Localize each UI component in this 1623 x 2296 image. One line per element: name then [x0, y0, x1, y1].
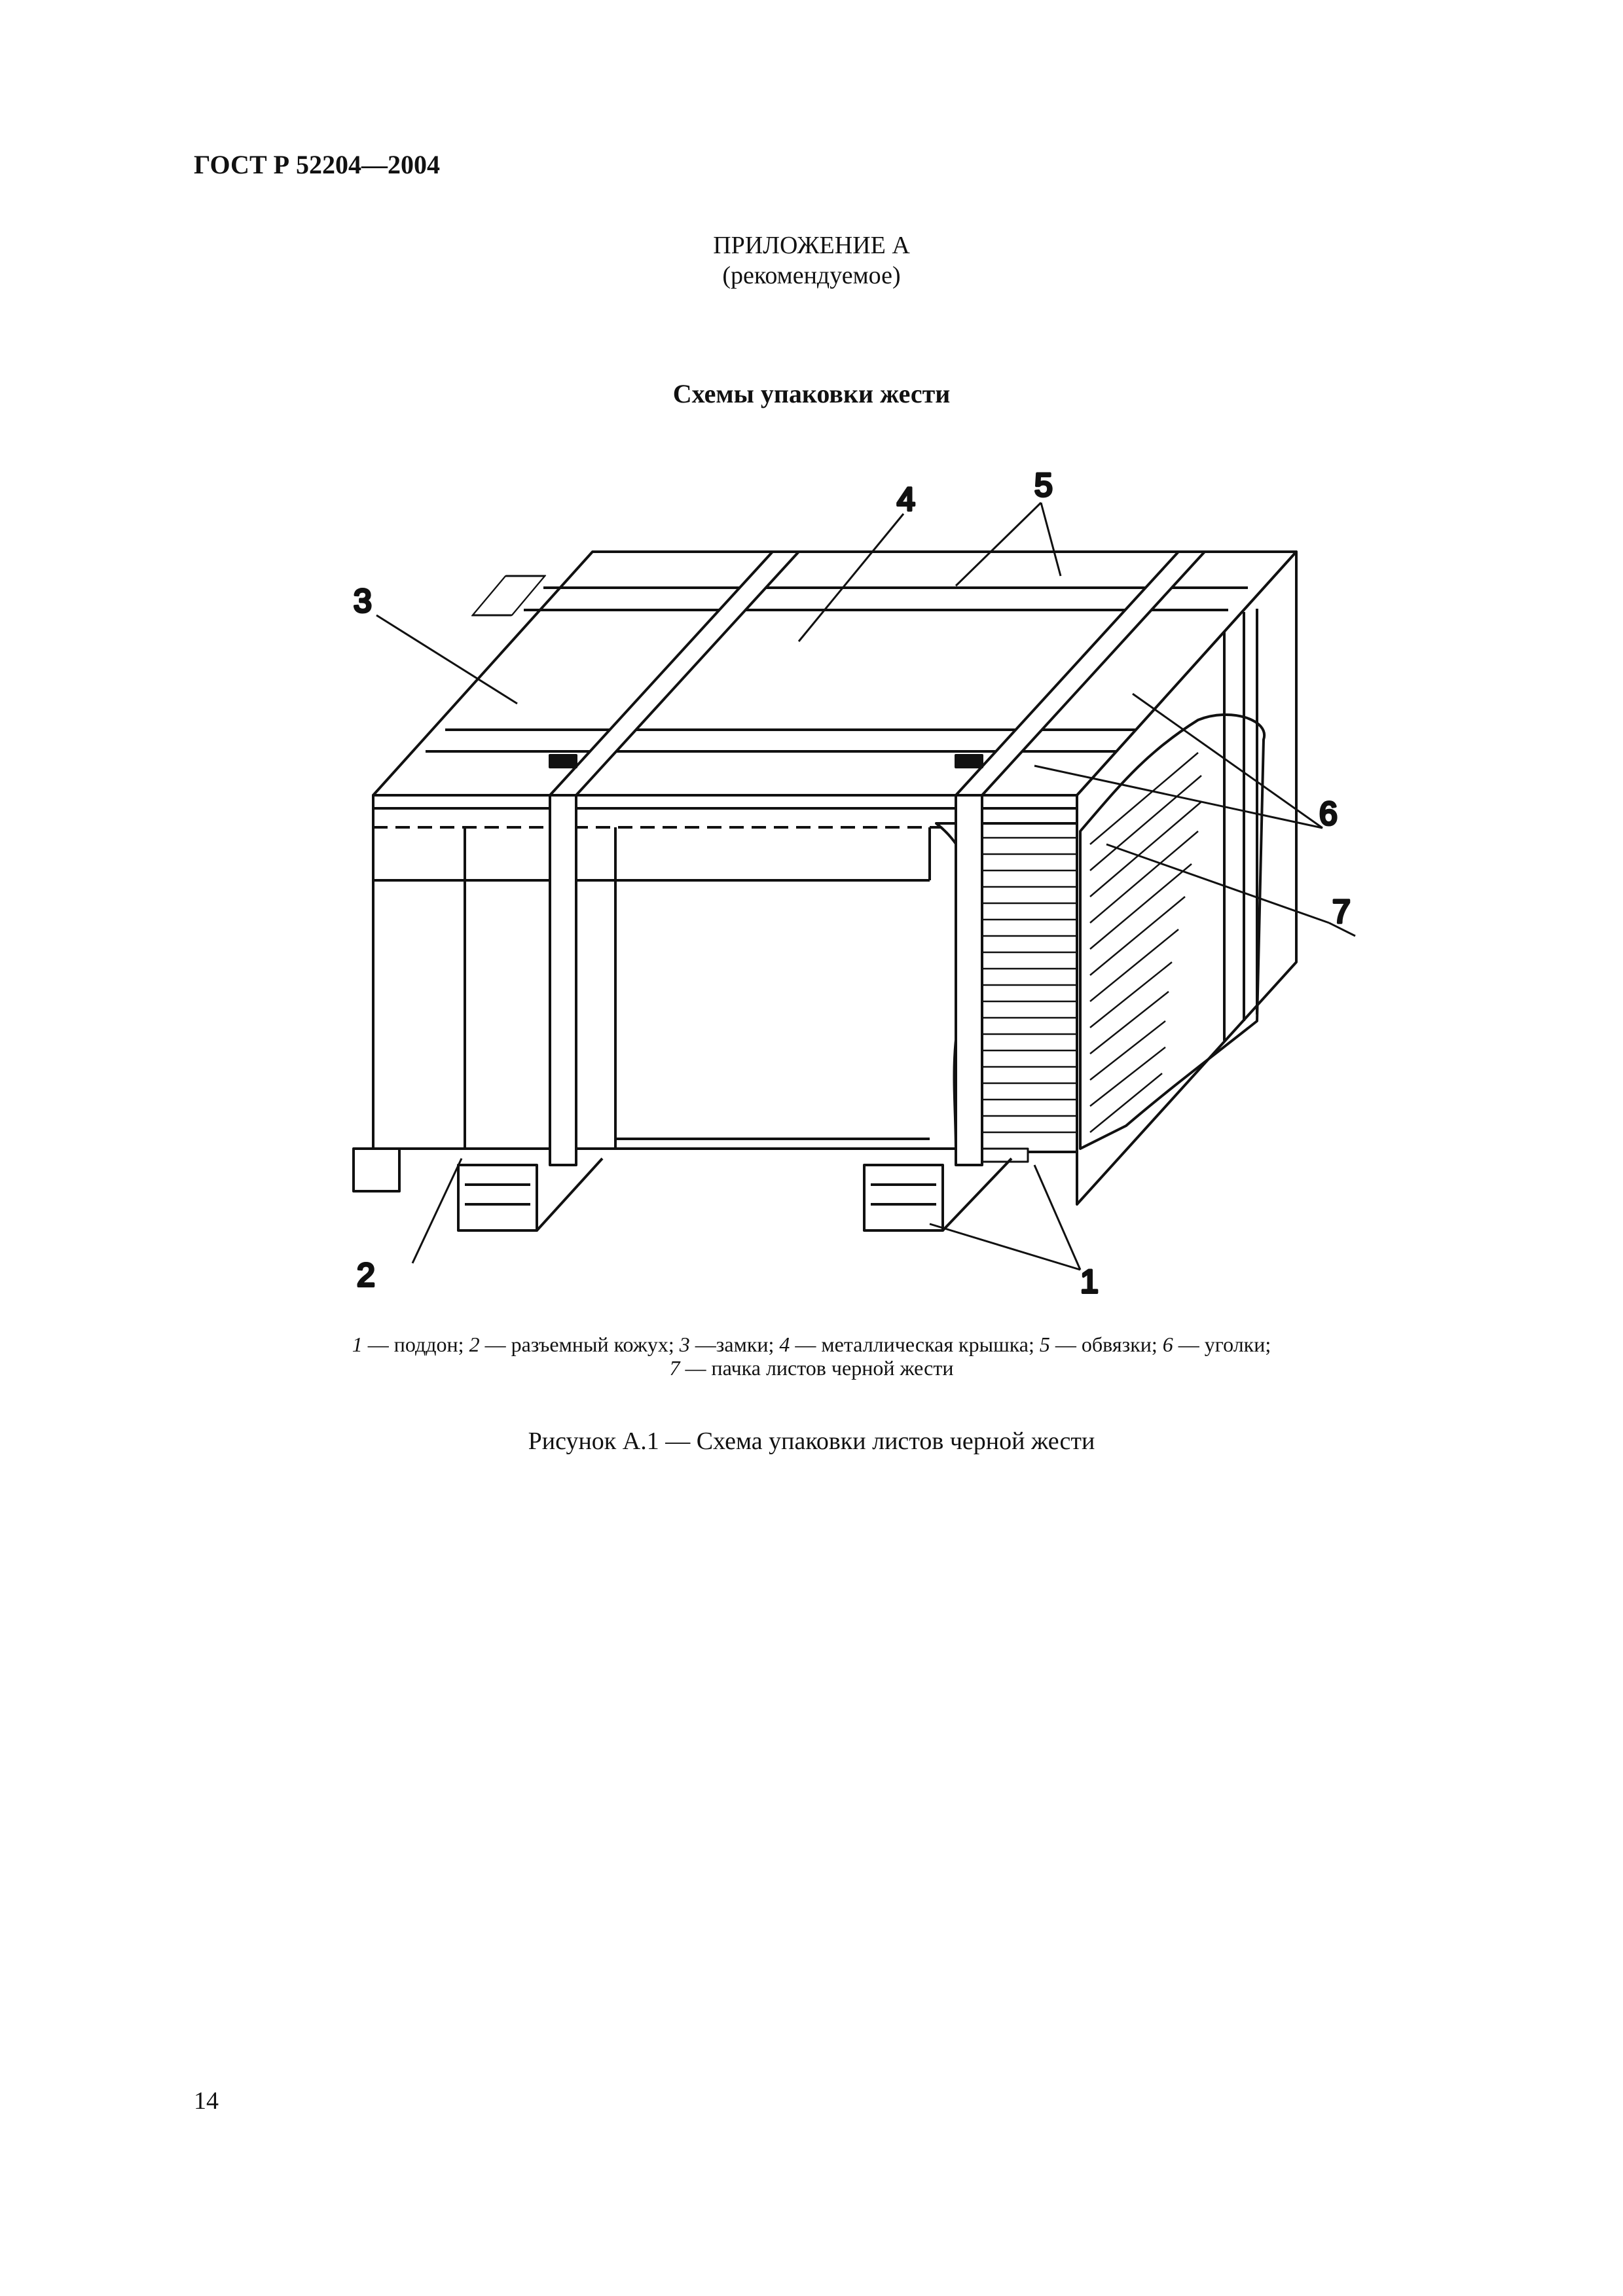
callout-5: 5	[1034, 467, 1053, 503]
legend-text: — поддон;	[362, 1333, 469, 1356]
callout-1: 1	[1080, 1263, 1099, 1300]
section-title: Схемы упаковки жести	[672, 379, 951, 408]
figure-caption: Рисунок А.1 — Схема упаковки листов черной жести	[528, 1427, 1095, 1455]
figure-legend	[0, 1333, 1623, 1380]
appendix-status: (рекомендуемое)	[722, 262, 901, 289]
callout-6: 6	[1319, 795, 1338, 832]
callout-4: 4	[897, 481, 915, 518]
callout-3: 3	[354, 583, 372, 619]
legend-number: 3	[679, 1333, 690, 1356]
legend-number: 7	[669, 1356, 680, 1380]
standard-code: ГОСТ Р 52204—2004	[194, 150, 441, 179]
packaging-diagram	[327, 445, 1375, 1322]
pallet	[354, 1149, 1012, 1230]
page-number: 14	[194, 2087, 219, 2115]
legend-number: 2	[469, 1333, 480, 1356]
legend-text: — разъемный кожух;	[479, 1333, 680, 1356]
legend-number: 1	[352, 1333, 363, 1356]
legend-number: 6	[1162, 1333, 1173, 1356]
legend-line-2	[0, 1356, 1623, 1380]
legend-text: — обвязки;	[1049, 1333, 1163, 1356]
legend-text: — металлическая крышка;	[790, 1333, 1040, 1356]
legend-text: —замки;	[689, 1333, 780, 1356]
legend-line-1	[0, 1333, 1623, 1356]
appendix-heading	[0, 230, 1623, 291]
legend-text: — уголки;	[1173, 1333, 1271, 1356]
appendix-title: ПРИЛОЖЕНИЕ А	[713, 232, 910, 259]
legend-number: 5	[1039, 1333, 1050, 1356]
callout-2: 2	[357, 1257, 375, 1293]
legend-number: 4	[779, 1333, 790, 1356]
callout-7: 7	[1332, 893, 1351, 930]
legend-text: — пачка листов черной жести	[680, 1356, 954, 1380]
